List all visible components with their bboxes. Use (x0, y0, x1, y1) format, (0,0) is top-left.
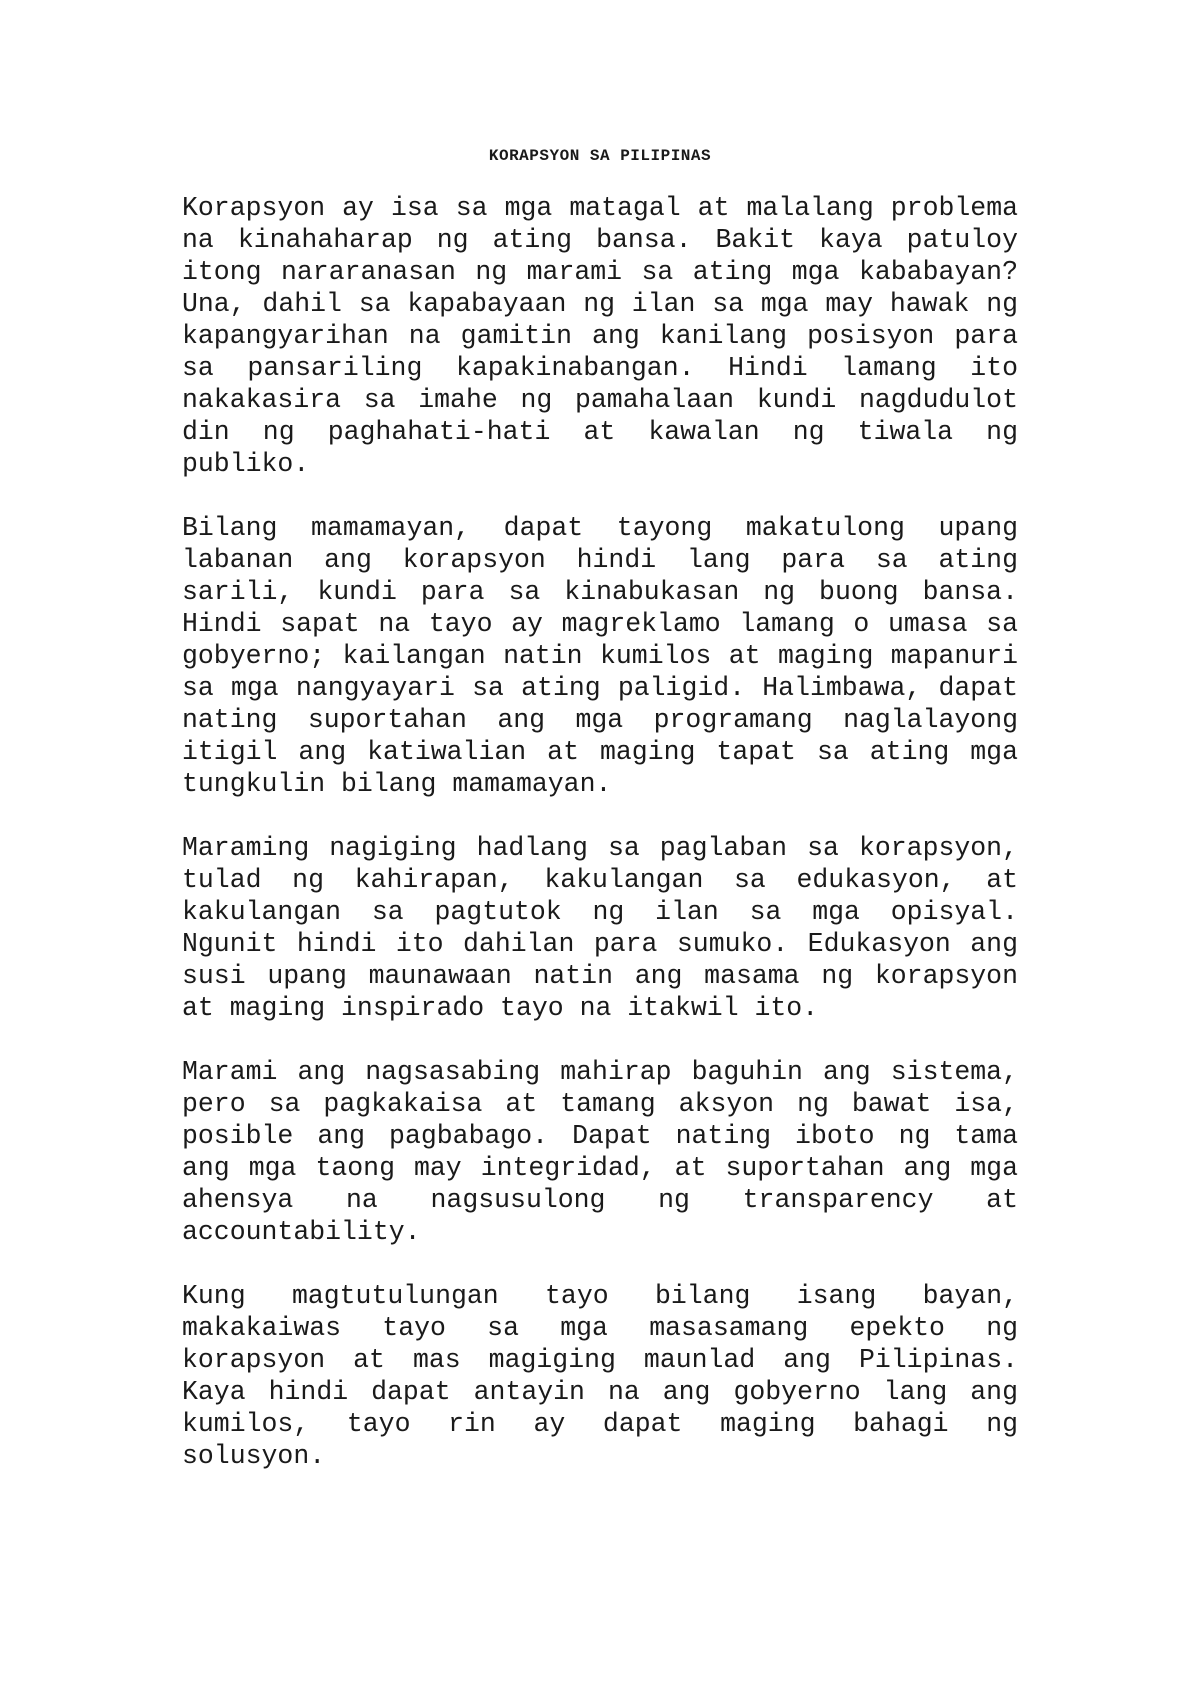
paragraph-obstacles: Maraming nagiging hadlang sa paglaban sa korapsyon, tulad ng kahirapan, kakulangan sa edukasyon, at kakulangan sa pagtutok ng ilan sa mga opisyal. Ngunit hindi ito dahilan para sumuko. Edukasyon ang susi upang maunawaan natin ang masama ng korapsyon at maging inspirado tayo na itakwil ito. (182, 833, 1018, 1023)
paragraph-conclusion: Kung magtutulungan tayo bilang isang bayan, makakaiwas tayo sa mga masasamang epekto ng korapsyon at mas magiging maunlad ang Pilipinas. Kaya hindi dapat antayin na ang gobyerno lang ang kumilos, tayo rin ay dapat maging bahagi ng solusyon. (182, 1281, 1018, 1471)
document-title: KORAPSYON SA PILIPINAS (488, 147, 712, 165)
paragraph-intro: Korapsyon ay isa sa mga matagal at malalang problema na kinahaharap ng ating bansa. Bakit kaya patuloy itong nararanasan ng marami sa ating mga kababayan? Una, dahil sa kapabayaan ng ilan sa mga may hawak ng kapangyarihan na gamitin ang kanilang posisyon para sa pansariling kapakinabangan. Hindi lamang ito nakakasira sa imahe ng pamahalaan kundi nagdudulot din ng paghahati-hati at kawalan ng tiwala ng publiko. (182, 193, 1018, 479)
paragraph-change: Marami ang nagsasabing mahirap baguhin ang sistema, pero sa pagkakaisa at tamang aksyon ng bawat isa, posible ang pagbabago. Dapat nating iboto ng tama ang mga taong may integridad, at suportahan ang mga ahensya na nagsusulong ng transparency at accountability. (182, 1057, 1018, 1247)
paragraph-citizen-role: Bilang mamamayan, dapat tayong makatulong upang labanan ang korapsyon hindi lang para sa ating sarili, kundi para sa kinabukasan ng buong bansa. Hindi sapat na tayo ay magreklamo lamang o umasa sa gobyerno; kailangan natin kumilos at maging mapanuri sa mga nangyayari sa ating paligid. Halimbawa, dapat nating suportahan ang mga programang naglalayong itigil ang katiwalian at maging tapat sa ating mga tungkulin bilang mamamayan. (182, 513, 1018, 799)
document-body (182, 192, 1018, 1472)
